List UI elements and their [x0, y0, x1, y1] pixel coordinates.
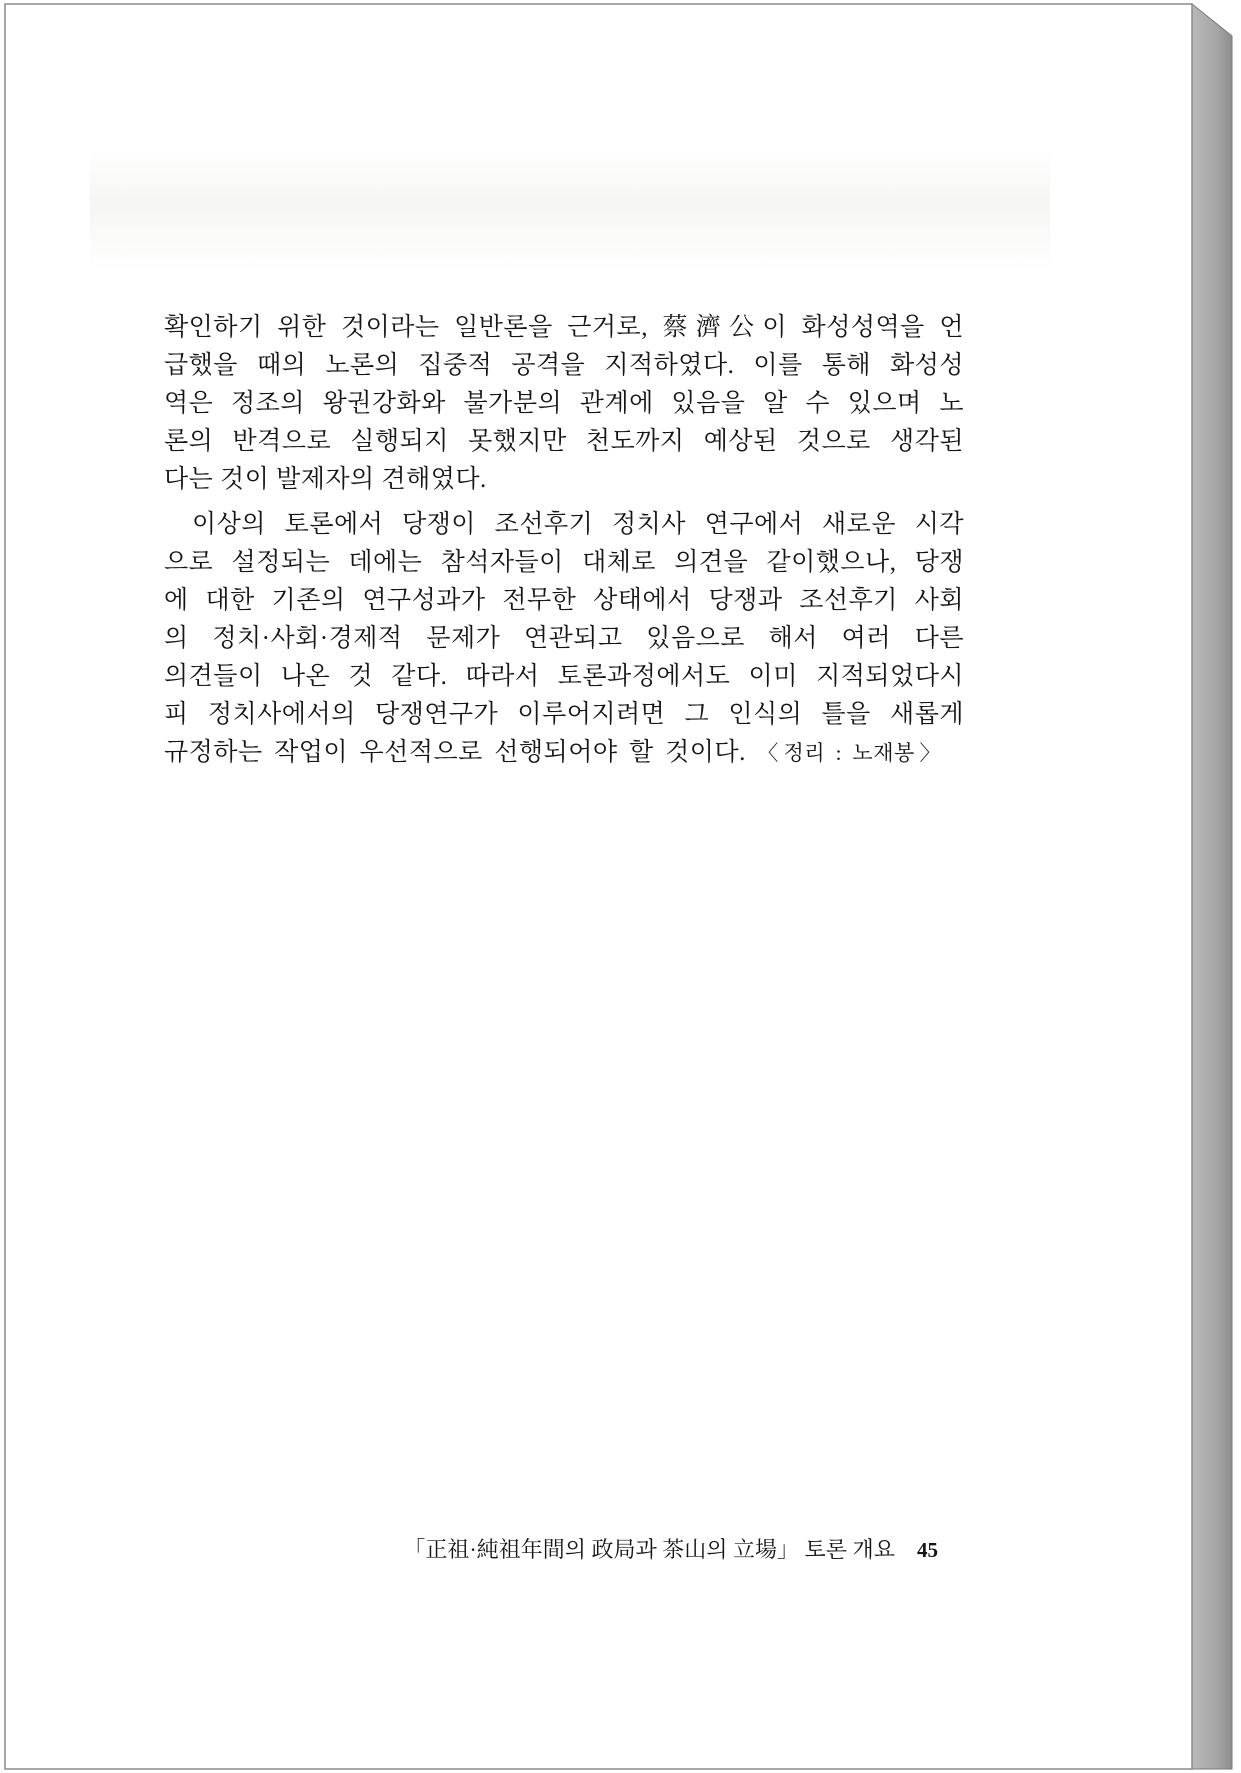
- text-line: 역은 정조의 왕권강화와 불가분의 관계에 있음을 알 수 있으며 노: [164, 390, 964, 417]
- closing-sentence: 규정하는 작업이 우선적으로 선행되어야 할 것이다.: [164, 739, 746, 766]
- editor-note: 〈정리 : 노재봉〉: [757, 741, 942, 765]
- running-title: 「正祖·純祖年間의 政局과 茶山의 立場」 토론 개요: [403, 1537, 895, 1562]
- text-line: 피 정치사에서의 당쟁연구가 이루어지려면 그 인식의 틀을 새롭게: [164, 701, 964, 728]
- text-line: [164, 734, 941, 772]
- text-line: 으로 설정되는 데에는 참석자들이 대체로 의견을 같이했으나, 당쟁: [164, 549, 964, 576]
- paragraph: [164, 309, 964, 499]
- text-line: 확인하기 위한 것이라는 일반론을 근거로, 蔡濟公이 화성성역을 언: [164, 314, 964, 341]
- page-edge-shadow: [1192, 4, 1232, 1769]
- text-line: 의 정치·사회·경제적 문제가 연관되고 있음으로 해서 여러 다른: [164, 625, 964, 652]
- text-line: 의견들이 나온 것 같다. 따라서 토론과정에서도 이미 지적되었다시: [164, 663, 964, 690]
- body-text: [164, 309, 964, 772]
- text-line: 다는 것이 발제자의 견해였다.: [164, 466, 487, 493]
- text-line: 이상의 토론에서 당쟁이 조선후기 정치사 연구에서 새로운 시각: [192, 511, 964, 538]
- running-footer: [300, 1536, 938, 1564]
- text-line: 급했을 때의 노론의 집중적 공격을 지적하였다. 이를 통해 화성성: [164, 352, 964, 379]
- text-line: 론의 반격으로 실행되지 못했지만 천도까지 예상된 것으로 생각된: [164, 428, 964, 455]
- scan-shading: [90, 150, 1050, 270]
- page-number: 45: [917, 1538, 938, 1562]
- paragraph: [164, 506, 964, 772]
- text-line: 에 대한 기존의 연구성과가 전무한 상태에서 당쟁과 조선후기 사회: [164, 587, 964, 614]
